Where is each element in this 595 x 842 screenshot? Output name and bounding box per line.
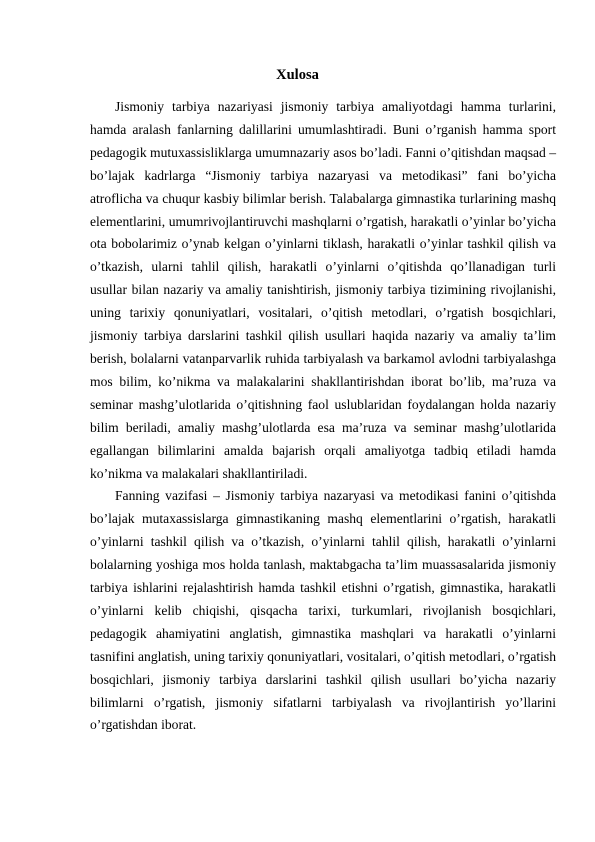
page-title: Xulosa bbox=[276, 67, 319, 83]
paragraph-2: Fanning vazifasi – Jismoniy tarbiya nazaryasi va metodikasi fanini o’qitishda bo’lajak mutaxassislarga gimnastikaning mashq elementlarini o’rgatish, harakatli o’yinlarni tashkil qilish va o’tkazish, o’yinlarni tahlil qilish, harakatli o’yinlarni bolalarning yoshiga mos holda tanlash, maktabgacha ta’lim muassasalarida jismoniy tarbiya ishlarini rejalashtirish hamda tashkil etishni o’rgatish, gimnastika, harakatli o’yinlarni kelib chiqishi, qisqacha tarixi, turkumlari, rivojlanish bosqichlari, pedagogik ahamiyatini anglatish, gimnastika mashqlari va harakatli o’yinlarni tasnifini anglatish, uning tarixiy qonuniyatlari, vositalari, o’qitish metodlari, o’rgatish bosqichlari, jismoniy tarbiya darslarini tashkil qilish usullari bo’yicha nazariy bilimlarni o’rgatish, jismoniy sifatlarni tarbiyalash va rivojlantirish yo’llarini o’rgatishdan iborat. bbox=[90, 488, 556, 733]
document-body bbox=[90, 96, 556, 737]
paragraph-1: Jismoniy tarbiya nazariyasi jismoniy tarbiya amaliyotdagi hamma turlarini, hamda aralash fanlarning dalillarini umumlashtiradi. Buni o’rganish hamma sport pedagogik mutuxassisliklarga umumnazariy asos bo’ladi. Fanni o’qitishdan maqsad – bo’lajak kadrlarga “Jismoniy tarbiya nazaryasi va metodikasi” fani bo’yicha atroflicha va chuqur kasbiy bilimlar berish. Talabalarga gimnastika turlarining mashq elementlarini, umumrivojlantiruvchi mashqlarni o’rgatish, harakatli o’yinlar bo’yicha ota bobolarimiz o’ynab kelgan o’yinlarni tiklash, harakatli o’yinlar tashkil qilish va o’tkazish, ularni tahlil qilish, harakatli o’yinlarni o’qitishda qo’llanadigan turli usullar bilan nazariy va amaliy tanishtirish, jismoniy tarbiya tizimining rivojlanishi, uning tarixiy qonuniyatlari, vositalari, o’qitish metodlari, o’rgatish bosqichlari, jismoniy tarbiya darslarini tashkil qilish usullari haqida nazariy va amaliy ta’lim berish, bolalarni vatanparvarlik ruhida tarbiyalash va barkamol avlodni tarbiyalashga mos bilim, ko’nikma va malakalarini shakllantirishdan iborat bo’lib, ma’ruza va seminar mashg’ulotlarida o’qitishning faol uslublaridan foydalangan holda nazariy bilim beriladi, amaliy mashg’ulotlarda esa ma’ruza va seminar mashg’ulotlarida egallangan bilimlarini amalda bajarish orqali amaliyotga tadbiq etiladi hamda ko’nikma va malakalari shakllantiriladi. bbox=[90, 99, 557, 481]
